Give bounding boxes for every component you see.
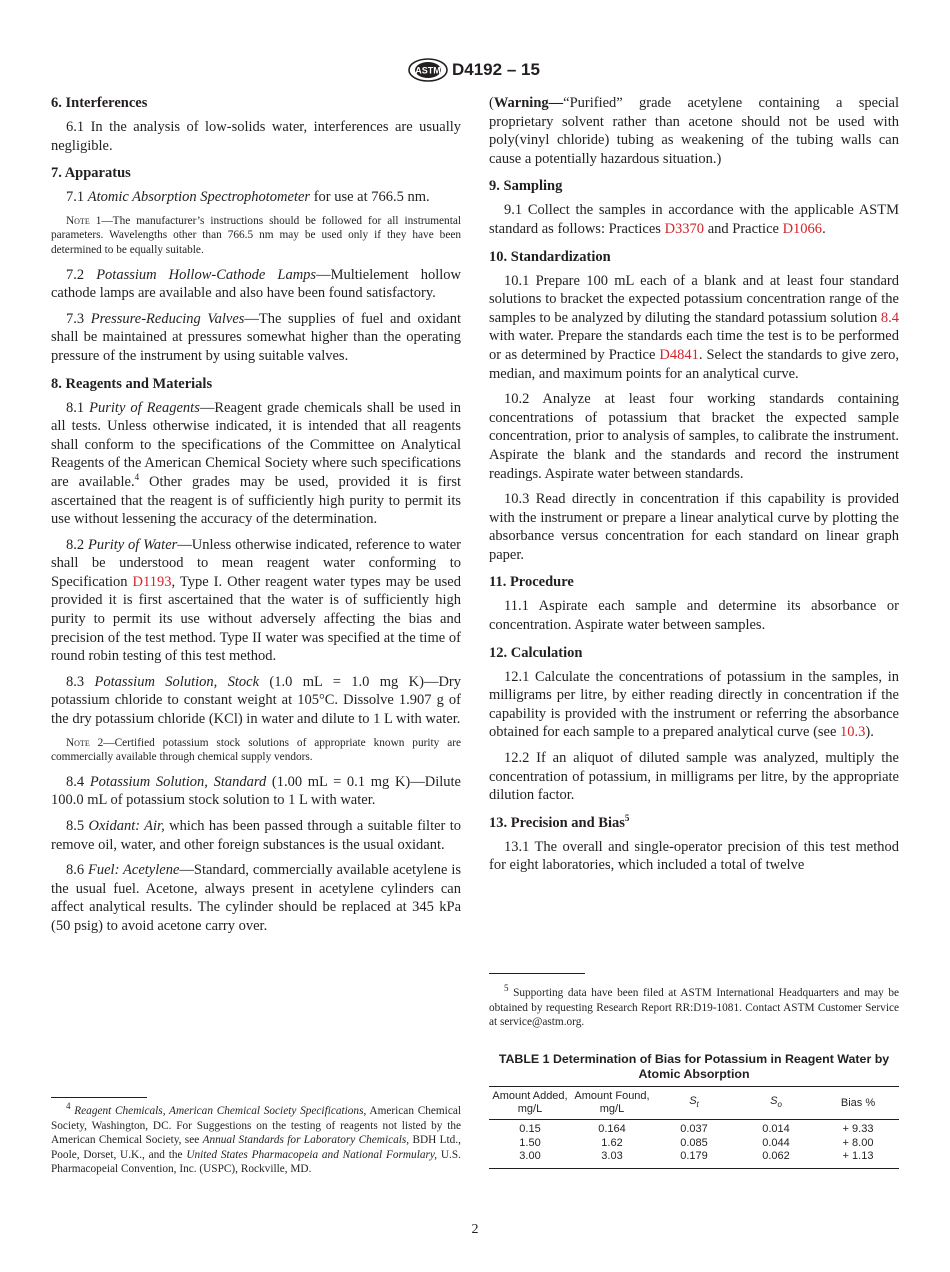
- col-so: $S_o$: [770, 1094, 782, 1110]
- para-7-2: 7.2 Potassium Hollow-Cathode Lamps—Multielement hollow cathode lamps are available and also have been found satisfactory.: [51, 266, 462, 302]
- astm-logo: [408, 58, 448, 82]
- footnote-ref-5[interactable]: 5: [624, 812, 630, 823]
- para-9-1: 9.1 Collect the samples in accordance with the applicable ASTM standard as follows: Practices D3370 and Practice D1066.: [489, 202, 899, 237]
- note-2: Note 2—Certified potassium stock solutions of appropriate known purity are commercially available through chemical supply vendors.: [51, 736, 462, 764]
- section-6-title: 6. Interferences: [51, 95, 148, 111]
- document-id: D4192 – 15: [452, 60, 540, 79]
- para-8-3: 8.3 Potassium Solution, Stock (1.0 mL = 1.0 mg K)—Dry potassium chloride to constant weight at 105°C. Dissolve 1.907 g of the dry potassium chloride (KCl) in water and dilute to 1 L with water.: [51, 673, 461, 728]
- footnote-ref-4[interactable]: 4: [134, 472, 140, 483]
- para-8-2: 8.2 Purity of Water—Unless otherwise indicated, reference to water shall be understood to mean reagent water conforming to Specification D1193, Type I. Other reagent water types may be used provided it is first ascertained that the water is of sufficiently high purity to permit its use without adversely affecting the bias and precision of the test method. Type II water was specified at the time of round robin testing of this test method.: [51, 536, 461, 665]
- para-8-6: 8.6 Fuel: Acetylene—Standard, commercially available acetylene is the usual fuel. Acetone, always present in acetylene cylinders can affect analytical results. The cylinder should be replaced at 345 kPa (50 psig) to avoid acetone carry over.: [51, 862, 462, 934]
- table-row: 0.15 0.164 0.037 0.014 + 9.33: [519, 1123, 874, 1135]
- link-10-3[interactable]: 10.3: [840, 724, 866, 741]
- para-7-3: 7.3 Pressure-Reducing Valves—The supplies of fuel and oxidant shall be maintained at pressures somewhat higher than the operating pressure of the instrument by using suitable valves.: [51, 310, 462, 364]
- para-10-1: 10.1 Prepare 100 mL each of a blank and at least four standard solutions to bracket the expected potassium concentration range of the samples to be analyzed by diluting the standard potassium solution 8.4 with water. Prepare the standards each time the test is to be performed or as determined by Practice D4841. Select the standards to give zero, median, and maximum points for an analytical curve.: [489, 272, 899, 382]
- svg-text:ASTM: ASTM: [415, 65, 441, 76]
- para-10-3: 10.3 Read directly in concentration if this capability is provided with the instrument or prepare a linear analytical curve by plotting the absorbance versus concentration for each standard on linear graph paper.: [489, 491, 899, 563]
- para-10-2: 10.2 Analyze at least four working standards containing concentrations of potassium that bracket the expected sample concentration, prior to analysis of samples, to calibrate the instrument. Aspirate the blank and the standards and record the instrument readings. Aspirate water between standards.: [489, 391, 899, 482]
- left-column: [51, 94, 461, 943]
- right-column: [489, 94, 899, 882]
- para-8-4: 8.4 Potassium Solution, Standard (1.00 mL = 0.1 mg K)—Dilute 100.0 mL of potassium stock solution to 1 L with water.: [51, 773, 461, 809]
- col-st: $S_t$: [689, 1094, 699, 1110]
- footnote-5: $^5$ Supporting data have been filed at ASTM International Headquarters and may be obtained by requesting Research Report RR:D19-1081. Contact ASTM Customer Service at service@astm.org.: [489, 983, 899, 1029]
- link-d4841[interactable]: D4841: [659, 346, 699, 363]
- link-d1193[interactable]: D1193: [132, 573, 172, 590]
- section-11-title: 11. Procedure: [489, 574, 574, 591]
- footnote-divider-left: [51, 1097, 147, 1098]
- para-6-1: 6.1 In the analysis of low-solids water, interferences are usually negligible.: [51, 119, 461, 154]
- para-8-5: 8.5 Oxidant: Air, which has been passed through a suitable filter to remove oil, water, and other foreign substances is the usual oxidant.: [51, 818, 462, 853]
- table-row: 3.00 3.03 0.179 0.062 + 1.13: [519, 1150, 874, 1162]
- footnote-divider-right: [489, 973, 585, 974]
- para-12-2: 12.2 If an aliquot of diluted sample was analyzed, multiply the concentration of potassium, in milligrams per litre, by the appropriate dilution factor.: [489, 750, 899, 804]
- section-13-title: 13. Precision and Bias$^5$: [489, 812, 630, 831]
- para-11-1: 11.1 Aspirate each sample and determine its absorbance or concentration. Aspirate water between samples.: [489, 598, 899, 634]
- link-d1066[interactable]: D1066: [782, 220, 823, 237]
- table-row: 1.50 1.62 0.085 0.044 + 8.00: [519, 1136, 874, 1149]
- footnote-4: $^4$ Reagent Chemicals, American Chemical Society Specifications, American Chemical Society, Washington, DC. For Suggestions on the testing of reagents not listed by the American Chemical Society, see Annual Standards for Laboratory Chemicals, BDH Ltd., Poole, Dorset, U.K., and the United States Pharmacopeia and National Formulary, U.S. Pharmacopeial Convention, Inc. (USPC), Rockville, MD.: [51, 1101, 461, 1176]
- section-8-title: 8. Reagents and Materials: [51, 375, 213, 392]
- para-13-1: 13.1 The overall and single-operator precision of this test method for eight laboratories, which included a total of twelve: [489, 838, 899, 874]
- warning-para: (Warning—“Purified” grade acetylene containing a special proprietary solvent rather than acetone should not be used with poly(vinyl chloride) tubing as weakening of the tubing walls can cause a potentially hazardous situation.): [489, 95, 899, 167]
- link-d3370[interactable]: D3370: [664, 220, 705, 237]
- col-bias: Bias %: [840, 1096, 876, 1109]
- section-9-title: 9. Sampling: [489, 178, 563, 195]
- section-7-title: 7. Apparatus: [51, 165, 131, 182]
- page-number: 2: [471, 1222, 479, 1237]
- table-1: [489, 1086, 899, 1169]
- table-header-row: [489, 1087, 899, 1120]
- section-10-title: 10. Standardization: [489, 248, 611, 265]
- link-8-4[interactable]: 8.4: [880, 309, 899, 326]
- para-7-1: 7.1 Atomic Absorption Spectrophotometer for use at 766.5 nm.: [66, 189, 430, 206]
- para-12-1: 12.1 Calculate the concentrations of potassium in the samples, in milligrams per litre, by either reading directly in concentration if the capability is provided with the instrument or referring the absorbance obtained for each sample to a prepared analytical curve (see 10.3).: [489, 668, 899, 741]
- note-1: Note 1—The manufacturer’s instructions should be followed for all instrumental parameters. Wavelengths other than 766.5 nm may be used only if they have been determined to be equally suitable.: [51, 214, 461, 256]
- col-amount-found: Amount Found, mg/L: [574, 1090, 650, 1115]
- section-12-title: 12. Calculation: [489, 644, 583, 661]
- table-1-title: TABLE 1 Determination of Bias for Potassium in Reagent Water by Atomic Absorption: [498, 1052, 890, 1081]
- col-amount-added: Amount Added, mg/L: [492, 1090, 568, 1115]
- para-8-1: 8.1 Purity of Reagents—Reagent grade chemicals shall be used in all tests. Unless otherwise indicated, it is intended that all reagents shall conform to the specifications of the Committee on Analytical Reagents of the American Chemical Society where such specifications are available.$^4$ Other grades may be used, provided it is first ascertained that the reagent is of sufficiently high purity to permit its use without lessening the accuracy of the determination.: [51, 399, 462, 528]
- page-header: [0, 58, 950, 84]
